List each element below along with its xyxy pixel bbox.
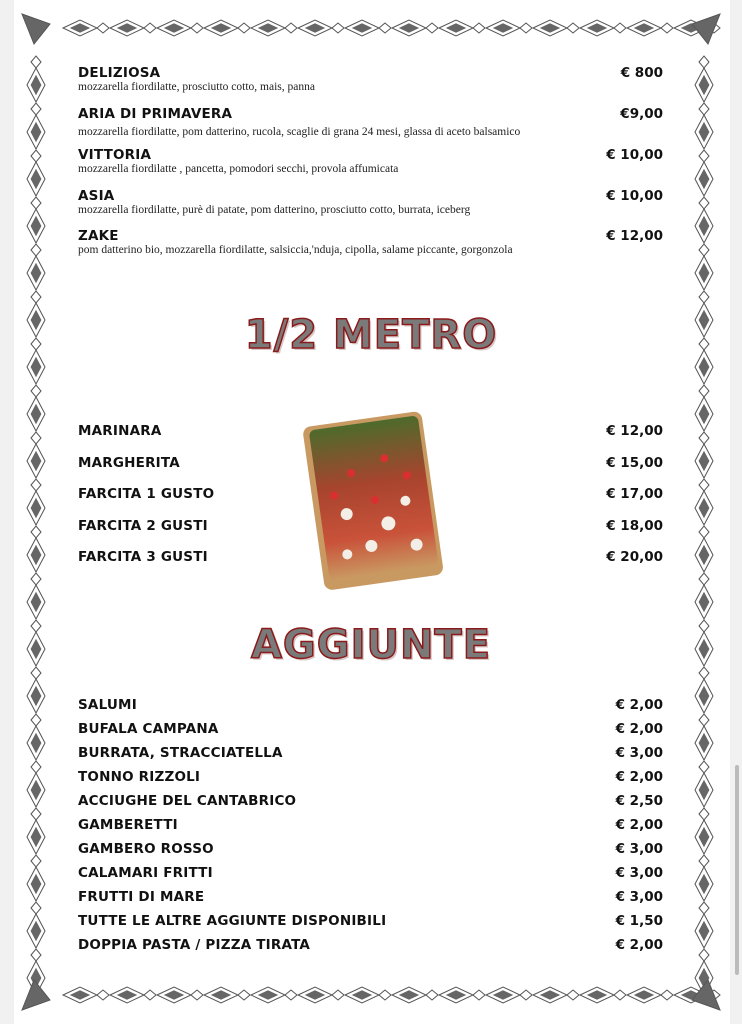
- item-name: FRUTTI DI MARE: [78, 889, 205, 905]
- item-price: € 800: [620, 65, 663, 81]
- corner-ornament: [692, 980, 720, 1010]
- item-name: VITTORIA: [78, 147, 152, 163]
- menu-item: [78, 228, 663, 256]
- item-price: € 17,00: [606, 486, 663, 502]
- menu-item: [78, 106, 663, 138]
- item-description: pom datterino bio, mozzarella fiordilatte, salsiccia,'nduja, cipolla, salame piccante, gorgonzola: [78, 244, 513, 256]
- menu-item: [78, 793, 663, 809]
- menu-item: [78, 913, 663, 929]
- item-price: €9,00: [620, 106, 663, 122]
- item-name: MARGHERITA: [78, 454, 180, 471]
- scrollbar[interactable]: [735, 765, 739, 975]
- item-name: ARIA DI PRIMAVERA: [78, 106, 233, 122]
- item-price: € 10,00: [606, 188, 663, 204]
- menu-item: [78, 745, 663, 761]
- section-title-metro: 1/2 METRO: [244, 312, 498, 358]
- item-name: FARCITA 2 GUSTI: [78, 517, 208, 534]
- corner-ornament: [692, 14, 720, 44]
- item-name: GAMBERO ROSSO: [78, 841, 214, 857]
- item-price: € 18,00: [606, 517, 663, 534]
- item-price: € 20,00: [606, 549, 663, 565]
- item-name: CALAMARI FRITTI: [78, 865, 213, 881]
- menu-item: [78, 937, 663, 953]
- menu-item: [78, 188, 663, 216]
- menu-item: [78, 865, 663, 881]
- menu-item: [78, 841, 663, 857]
- section-title-aggiunte: AGGIUNTE: [250, 622, 492, 668]
- item-price: € 12,00: [606, 228, 663, 244]
- item-name: BURRATA, STRACCIATELLA: [78, 745, 283, 761]
- item-name: SALUMI: [78, 697, 137, 713]
- menu-item: [78, 697, 663, 713]
- menu-item: [78, 889, 663, 905]
- pizza-image: [295, 410, 455, 590]
- item-name: GAMBERETTI: [78, 817, 178, 833]
- item-price: € 2,00: [615, 937, 663, 953]
- item-price: € 2,50: [615, 793, 663, 809]
- menu-item: [78, 65, 663, 93]
- item-price: € 2,00: [615, 769, 663, 785]
- item-name: ASIA: [78, 188, 115, 204]
- item-name: DELIZIOSA: [78, 65, 161, 81]
- item-price: € 3,00: [615, 745, 663, 761]
- item-name: BUFALA CAMPANA: [78, 721, 219, 737]
- menu-item: [78, 817, 663, 833]
- item-description: mozzarella fiordilatte, prosciutto cotto, mais, panna: [78, 81, 315, 93]
- corner-ornament: [22, 14, 50, 44]
- item-name: TUTTE LE ALTRE AGGIUNTE DISPONIBILI: [78, 913, 387, 929]
- item-price: € 2,00: [615, 817, 663, 833]
- menu-item: [78, 769, 663, 785]
- item-name: FARCITA 3 GUSTI: [78, 549, 208, 565]
- item-price: € 2,00: [615, 721, 663, 737]
- menu-item: [78, 721, 663, 737]
- item-name: TONNO RIZZOLI: [78, 769, 201, 785]
- corner-ornament: [22, 980, 50, 1010]
- menu-item: [78, 147, 663, 175]
- item-description: mozzarella fiordilatte, pom datterino, rucola, scaglie di grana 24 mesi, glassa di aceto balsamico: [78, 126, 521, 138]
- item-description: mozzarella fiordilatte , pancetta, pomodori secchi, provola affumicata: [78, 163, 399, 175]
- item-name: MARINARA: [78, 423, 162, 439]
- item-name: ZAKE: [78, 228, 119, 244]
- item-price: € 12,00: [606, 423, 663, 439]
- item-price: € 1,50: [615, 913, 663, 929]
- item-price: € 3,00: [615, 889, 663, 905]
- item-price: € 10,00: [606, 147, 663, 163]
- item-name: FARCITA 1 GUSTO: [78, 486, 215, 502]
- item-price: € 15,00: [606, 454, 663, 471]
- item-name: DOPPIA PASTA / PIZZA TIRATA: [78, 937, 311, 953]
- item-price: € 3,00: [615, 865, 663, 881]
- item-description: mozzarella fiordilatte, purè di patate, pom datterino, prosciutto cotto, burrata, iceberg: [78, 204, 471, 216]
- item-name: ACCIUGHE DEL CANTABRICO: [78, 793, 297, 809]
- item-price: € 2,00: [615, 697, 663, 713]
- item-price: € 3,00: [615, 841, 663, 857]
